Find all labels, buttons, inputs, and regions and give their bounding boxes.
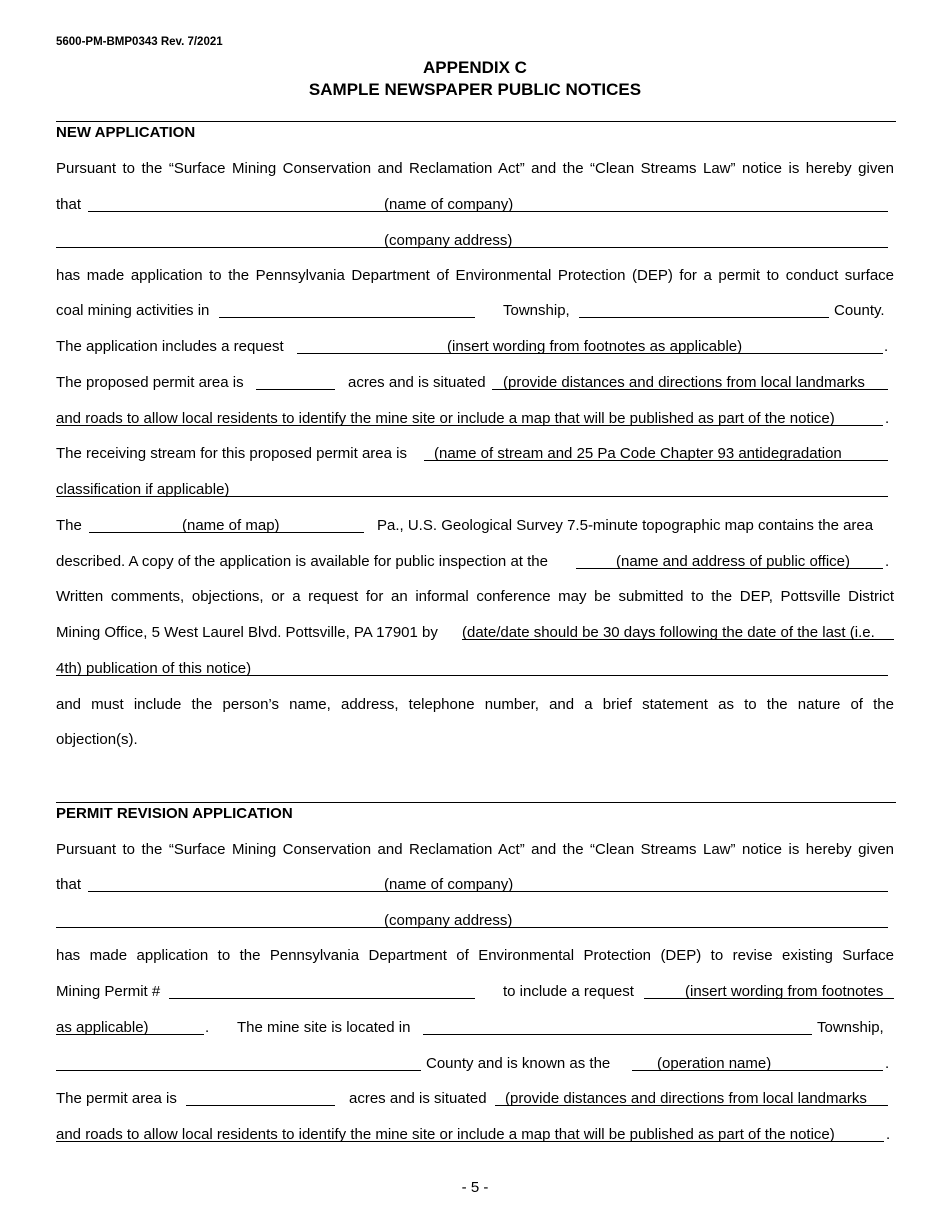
na-map-placeholder: (name of map) (182, 517, 280, 534)
pr-distances-placeholder: (provide distances and directions from local landmarks (505, 1090, 867, 1107)
pr-request-placeholder: (insert wording from footnotes (685, 983, 884, 1000)
pr-roads-period: . (886, 1126, 891, 1143)
na-company-address-placeholder: (company address) (384, 232, 513, 249)
na-acres-line[interactable] (256, 389, 335, 390)
new-application-heading: NEW APPLICATION (56, 124, 196, 141)
na-map-text: Pa., U.S. Geological Survey 7.5-minute topographic map contains the area (377, 517, 874, 534)
na-the-label: The (56, 517, 82, 534)
page-number: - 5 - (461, 1179, 489, 1196)
na-publication-placeholder: 4th) publication of this notice) (56, 660, 252, 677)
pr-acres-line[interactable] (186, 1105, 335, 1106)
pr-as-applicable-placeholder: as applicable) (56, 1019, 149, 1036)
na-request-placeholder: (insert wording from footnotes as applicable) (447, 338, 743, 355)
pr-mining-permit-label: Mining Permit # (56, 983, 161, 1000)
pr-township-line[interactable] (423, 1034, 812, 1035)
na-written-comments-line: Written comments, objections, or a request for an informal conference may be submitted to the DEP, Pottsville District (56, 588, 894, 605)
na-company-name-placeholder: (name of company) (384, 196, 514, 213)
pr-that-label: that (56, 876, 82, 893)
na-must-include-line: and must include the person’s name, address, telephone number, and a brief statement as to the nature of the (56, 696, 894, 713)
na-public-office-period: . (885, 553, 890, 570)
na-acres-label: acres and is situated (348, 374, 486, 391)
na-classification-placeholder: classification if applicable) (56, 481, 230, 498)
pr-operation-period: . (885, 1055, 890, 1072)
pr-operation-name-placeholder: (operation name) (657, 1055, 772, 1072)
na-distances-placeholder: (provide distances and directions from local landmarks (503, 374, 865, 391)
pr-mine-located-label: The mine site is located in (237, 1019, 411, 1036)
na-roads-period: . (885, 410, 890, 427)
na-roads-placeholder: and roads to allow local residents to identify the mine site or include a map that will be published as part of the notice) (56, 410, 835, 427)
form-code: 5600-PM-BMP0343 Rev. 7/2021 (56, 36, 223, 48)
appendix-title: APPENDIX C (423, 58, 527, 77)
na-mining-office-text: Mining Office, 5 West Laurel Blvd. Pottsville, PA 17901 by (56, 624, 438, 641)
na-county-line[interactable] (579, 317, 829, 318)
pr-company-address-placeholder: (company address) (384, 912, 513, 929)
pr-permit-area-label: The permit area is (56, 1090, 177, 1107)
na-request-period: . (884, 338, 889, 355)
na-township-label: Township, (503, 302, 570, 319)
pr-county-known-label: County and is known as the (426, 1055, 611, 1072)
pr-as-applicable-period: . (205, 1019, 210, 1036)
permit-revision-heading: PERMIT REVISION APPLICATION (56, 805, 293, 822)
na-stream-label: The receiving stream for this proposed permit area is (56, 445, 407, 462)
na-intro-line: Pursuant to the “Surface Mining Conservation and Reclamation Act” and the “Clean Streams Law” notice is hereby given (56, 160, 894, 177)
pr-company-name-placeholder: (name of company) (384, 876, 514, 893)
na-coal-mining-label: coal mining activities in (56, 302, 210, 319)
pr-intro-line: Pursuant to the “Surface Mining Conservation and Reclamation Act” and the “Clean Streams Law” notice is hereby given (56, 841, 894, 858)
na-public-office-placeholder: (name and address of public office) (616, 553, 851, 570)
na-stream-placeholder: (name of stream and 25 Pa Code Chapter 93 antidegradation (434, 445, 842, 462)
pr-acres-label: acres and is situated (349, 1090, 487, 1107)
pr-township-label: Township, (817, 1019, 884, 1036)
na-permit-area-label: The proposed permit area is (56, 374, 244, 391)
na-location-line[interactable] (219, 317, 475, 318)
section-divider (56, 121, 896, 122)
pr-include-request-label: to include a request (503, 983, 634, 1000)
na-described-text: described. A copy of the application is available for public inspection at the (56, 553, 548, 570)
na-date-placeholder: (date/date should be 30 days following the date of the last (i.e. (462, 624, 875, 641)
na-that-label: that (56, 196, 82, 213)
pr-permit-number-line[interactable] (169, 998, 475, 999)
na-request-label: The application includes a request (56, 338, 284, 355)
pr-application-line: has made application to the Pennsylvania Department of Environmental Protection (DEP) to revise existing Surface (56, 947, 894, 964)
na-county-label: County. (834, 302, 885, 319)
pr-roads-placeholder: and roads to allow local residents to identify the mine site or include a map that will be published as part of the notice) (56, 1126, 835, 1143)
pr-county-line[interactable] (56, 1070, 421, 1071)
na-application-line: has made application to the Pennsylvania Department of Environmental Protection (DEP) for a permit to conduct surface (56, 267, 894, 284)
na-objections-text: objection(s). (56, 731, 138, 748)
section-divider (56, 802, 896, 803)
page-title: SAMPLE NEWSPAPER PUBLIC NOTICES (308, 80, 642, 99)
